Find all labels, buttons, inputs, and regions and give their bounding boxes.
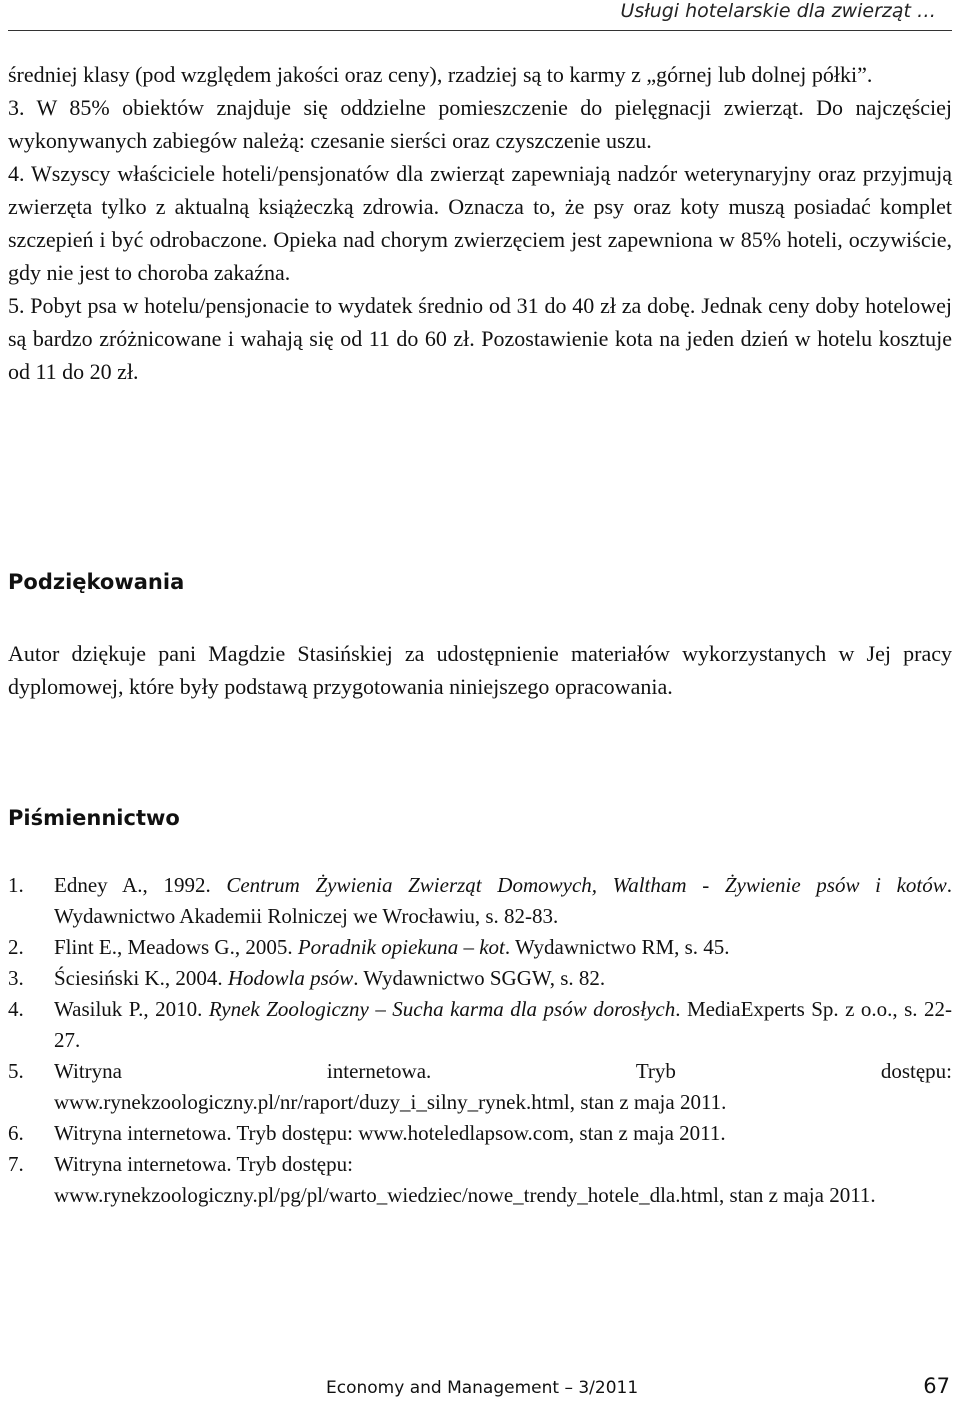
reference-text bbox=[54, 963, 952, 994]
paragraph: 4. Wszyscy właściciele hoteli/pensjonatów dla zwierząt zapewniają nadzór weterynaryjny oraz przyjmują zwierzęta tylko z aktualną książeczką zdrowia. Oznacza to, że psy oraz koty muszą posiadać komplet szczepień i być odrobaczone. Opieka nad chorym zwierzęciem jest zapewniona w 85% hoteli, oczywiście, gdy nie jest to choroba zakaźna. bbox=[8, 161, 952, 285]
reference-number: 3. bbox=[8, 966, 24, 990]
reference-number: 7. bbox=[8, 1152, 24, 1176]
reference-list bbox=[8, 870, 952, 1211]
reference-text bbox=[54, 994, 952, 1056]
page-number: 67 bbox=[923, 1374, 950, 1398]
header-rule bbox=[8, 30, 952, 31]
reference-authors: Flint E., Meadows G., 2005. bbox=[54, 935, 298, 959]
reference-authors: Edney A., 1992. bbox=[54, 873, 227, 897]
reference-authors: Ściesiński K., 2004. bbox=[54, 966, 228, 990]
reference-number: 6. bbox=[8, 1121, 24, 1145]
running-title: Usługi hotelarskie dla zwierząt … bbox=[620, 0, 936, 22]
reference-publisher: . Wydawnictwo SGGW, s. 82. bbox=[353, 966, 606, 990]
reference-publisher: . MediaExperts Sp. z o.o., s. 22-27. bbox=[54, 997, 952, 1052]
reference-title: Rynek Zoologiczny – Sucha karma dla psów dorosłych bbox=[208, 997, 676, 1021]
reference-url: www.rynekzoologiczny.pl/nr/raport/duzy_i_silny_rynek.html, stan z maja 2011. bbox=[54, 1090, 727, 1114]
reference-number: 1. bbox=[8, 873, 24, 897]
acknowledgements-heading: Podziękowania bbox=[8, 570, 185, 594]
footer-journal: Economy and Management – 3/2011 bbox=[326, 1378, 639, 1398]
paragraph: 5. Pobyt psa w hotelu/pensjonacie to wydatek średnio od 31 do 40 zł za dobę. Jednak ceny doby hotelowej są bardzo zróżnicowane i wahają się od 11 do 60 zł. Pozostawienie kota na jeden dzień w hotelu kosztuje od 11 do 20 zł. bbox=[8, 293, 952, 384]
reference-text: Witryna internetowa. Tryb dostępu: www.hoteledlapsow.com, stan z maja 2011. bbox=[54, 1121, 726, 1145]
reference-text: Witryna internetowa. Tryb dostępu: bbox=[54, 1059, 952, 1083]
reference-item bbox=[8, 1056, 952, 1087]
reference-number: 5. bbox=[8, 1059, 24, 1083]
reference-title: Poradnik opiekuna – kot bbox=[297, 935, 505, 959]
reference-text: Witryna internetowa. Tryb dostępu: www.rynekzoologiczny.pl/pg/pl/warto_wiedziec/nowe_trendy_hotele_dla.html, stan z maja 2011. bbox=[54, 1152, 876, 1207]
reference-item-continuation bbox=[8, 1087, 952, 1118]
reference-item bbox=[8, 1118, 952, 1149]
references-heading: Piśmiennictwo bbox=[8, 806, 180, 830]
reference-publisher: . Wydawnictwo Akademii Rolniczej we Wrocławiu, s. 82-83. bbox=[54, 873, 953, 928]
paragraph: średniej klasy (pod względem jakości oraz ceny), rzadziej są to karmy z „górnej lub dolnej półki”. bbox=[8, 62, 873, 87]
acknowledgements-text: Autor dziękuje pani Magdzie Stasińskiej za udostępnienie materiałów wykorzystanych w Jej pracy dyplomowej, które były podstawą przygotowania niniejszego opracowania. bbox=[8, 641, 952, 699]
paragraph: 3. W 85% obiektów znajduje się oddzielne pomieszczenie do pielęgnacji zwierząt. Do najczęściej wykonywanych zabiegów należą: czesanie sierści oraz czyszczenie uszu. bbox=[8, 95, 952, 153]
reference-item bbox=[8, 932, 952, 963]
reference-text bbox=[54, 932, 952, 963]
reference-item bbox=[8, 1149, 952, 1211]
reference-publisher: . Wydawnictwo RM, s. 45. bbox=[504, 935, 730, 959]
reference-number: 2. bbox=[8, 935, 24, 959]
reference-title: Centrum Żywienia Zwierząt Domowych, Waltham - Żywienie psów i kotów bbox=[226, 873, 947, 897]
body-text bbox=[8, 58, 952, 388]
reference-title: Hodowla psów bbox=[227, 966, 354, 990]
reference-number: 4. bbox=[8, 997, 24, 1021]
reference-text bbox=[54, 870, 952, 932]
reference-item bbox=[8, 994, 952, 1056]
reference-item bbox=[8, 963, 952, 994]
reference-authors: Wasiluk P., 2010. bbox=[54, 997, 209, 1021]
reference-number bbox=[8, 1087, 54, 1118]
reference-item bbox=[8, 870, 952, 932]
